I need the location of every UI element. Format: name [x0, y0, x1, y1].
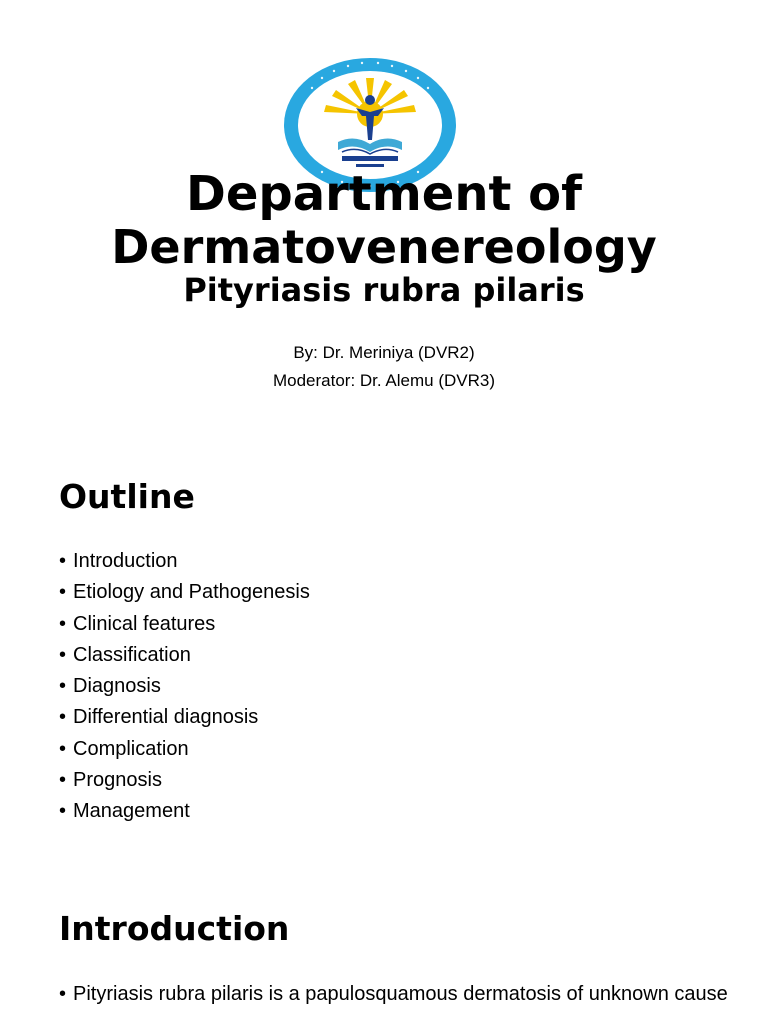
introduction-list — [59, 979, 728, 1010]
list-item: • Etiology and Pathogenesis — [59, 577, 310, 608]
author-line: By: Dr. Meriniya (DVR2) — [293, 343, 475, 362]
list-item: • Classification — [59, 640, 310, 671]
outline-list — [59, 546, 310, 828]
outline-heading: Outline — [59, 477, 195, 516]
list-item: • Diagnosis — [59, 671, 310, 702]
list-item: • Pityriasis rubra pilaris is a papulosquamous dermatosis of unknown cause — [59, 979, 728, 1010]
list-item: • Complication — [59, 734, 310, 765]
presentation-subtitle: Pityriasis rubra pilaris — [183, 271, 585, 309]
list-item: • Prognosis — [59, 765, 310, 796]
department-title-line2: Dermatovenereology — [111, 220, 657, 274]
introduction-heading: Introduction — [59, 909, 290, 948]
department-title-line1: Department of — [185, 166, 583, 222]
list-item: • Introduction — [59, 546, 310, 577]
list-item: • Management — [59, 796, 310, 827]
moderator-line: Moderator: Dr. Alemu (DVR3) — [272, 371, 495, 390]
list-item: • Differential diagnosis — [59, 702, 310, 733]
list-item: • Clinical features — [59, 609, 310, 640]
